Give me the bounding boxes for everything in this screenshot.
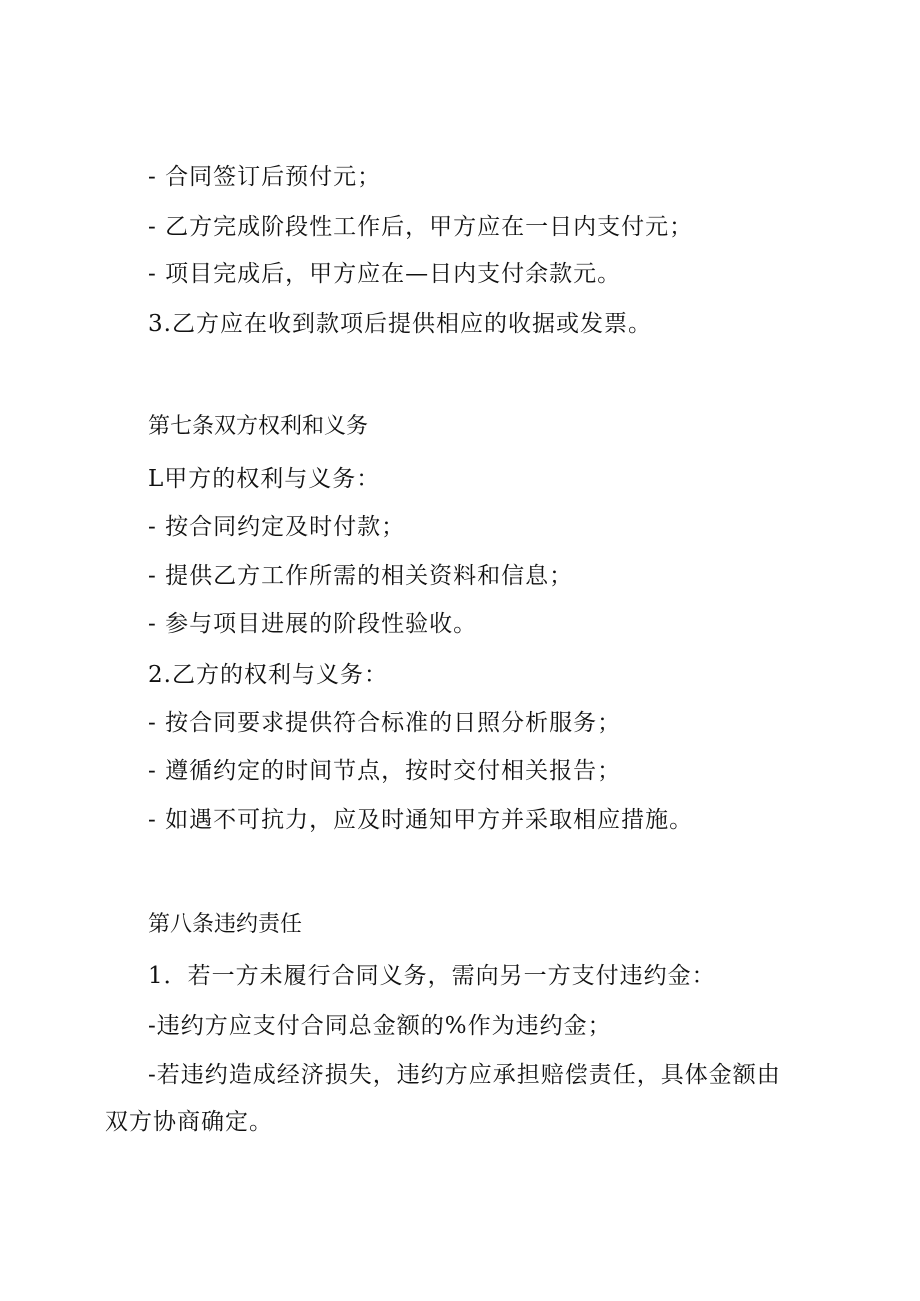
breach-item-1: -违约方应支付合同总金额的%作为违约金；: [148, 1013, 612, 1039]
breach-item-2: -若违约造成经济损失，违约方应承担赔偿责任，具体金额由: [148, 1062, 781, 1088]
party-b-item-2: - 遵循约定的时间节点，按时交付相关报告；: [148, 758, 622, 784]
article-8-heading: 第八条违约责任: [148, 912, 303, 937]
party-b-item-3: - 如遇不可抗力，应及时通知甲方并采取相应措施。: [148, 807, 694, 833]
breach-item-2-continued: 双方协商确定。: [105, 1109, 273, 1135]
party-b-title: 2.乙方的权利与义务：: [148, 662, 388, 688]
article-7-heading: 第七条双方权利和义务: [148, 414, 369, 439]
party-b-item-1: - 按合同要求提供符合标准的日照分析服务；: [148, 710, 622, 736]
party-a-item-2: - 提供乙方工作所需的相关资料和信息；: [148, 563, 574, 589]
party-a-item-1: - 按合同约定及时付款；: [148, 514, 406, 540]
payment-clause-3: 3.乙方应在收到款项后提供相应的收据或发票。: [148, 311, 652, 337]
payment-item-3: - 项目完成后，甲方应在—日内支付余款元。: [148, 261, 622, 287]
payment-item-1: - 合同签订后预付元；: [148, 164, 382, 190]
party-a-item-3: - 参与项目进展的阶段性验收。: [148, 611, 478, 637]
party-a-title: L甲方的权利与义务：: [148, 466, 381, 492]
breach-clause-1: 1．若一方未履行合同义务，需向另一方支付违约金：: [148, 963, 716, 989]
payment-item-2: - 乙方完成阶段性工作后，甲方应在一日内支付元；: [148, 214, 694, 240]
